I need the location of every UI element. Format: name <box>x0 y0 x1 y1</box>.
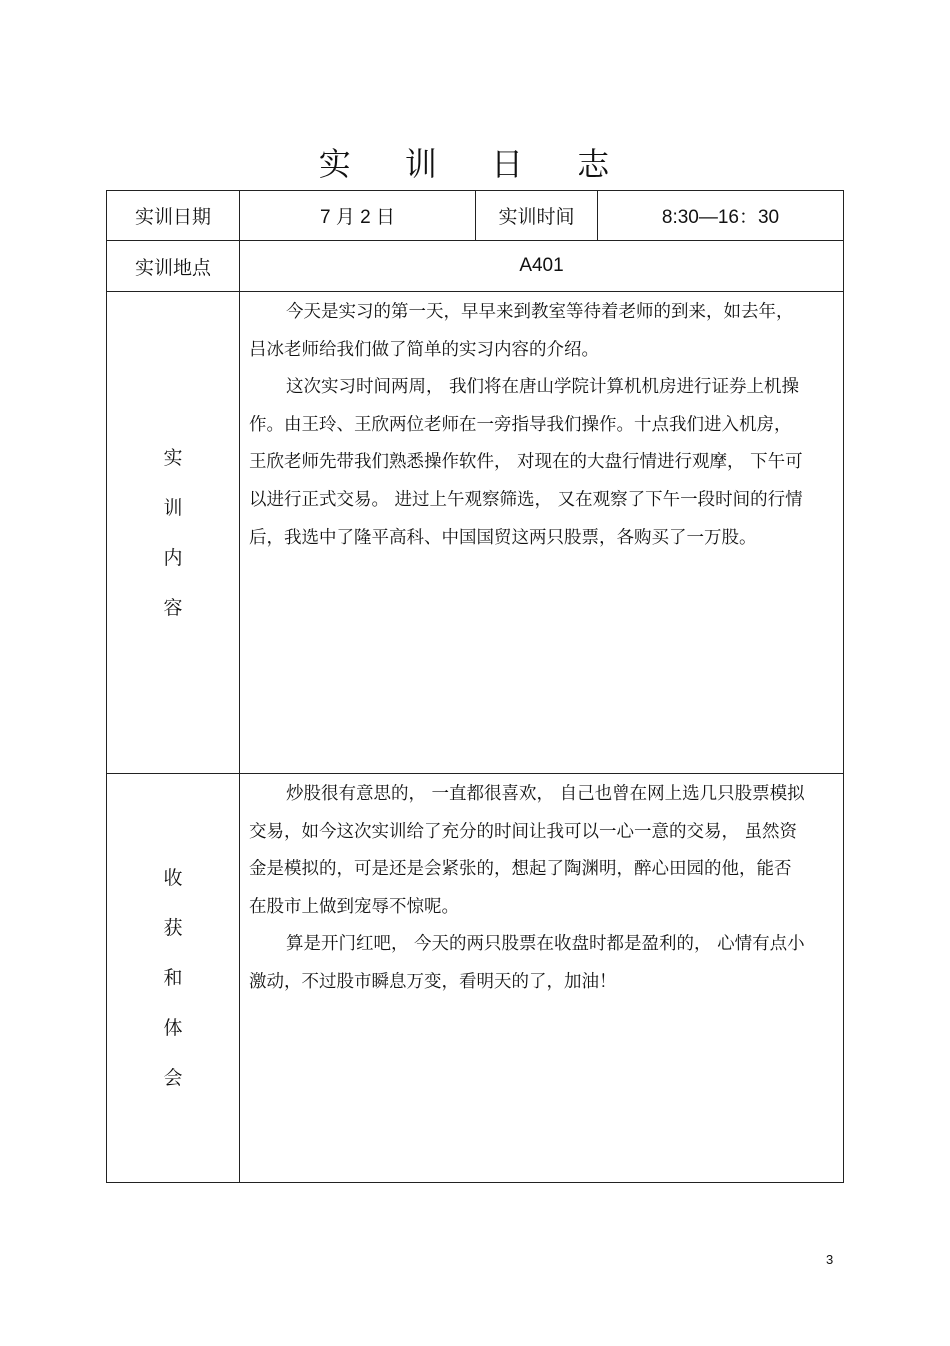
content-label-char: 容 <box>163 596 183 619</box>
content-line: 作。由王玲、王欣两位老师在一旁指导我们操作。十点我们进入机房， <box>249 414 792 435</box>
content-label <box>107 292 240 774</box>
page-number: 3 <box>826 1252 834 1267</box>
gain-line: 交易，如今这次实训给了充分的时间让我可以一心一意的交易， 虽然资 <box>249 821 798 842</box>
content-line: 后，我选中了隆平高科、中国国贸这两只股票，各购买了一万股。 <box>249 527 757 548</box>
content-label-char: 训 <box>163 496 183 519</box>
content-row <box>107 292 844 774</box>
gain-row <box>107 774 844 1183</box>
content-text <box>240 292 844 774</box>
content-line: 王欣老师先带我们熟悉操作软件， 对现在的大盘行情进行观摩， 下午可 <box>249 452 803 473</box>
place-row <box>107 241 844 292</box>
gain-line: 炒股很有意思的， 一直都很喜欢， 自己也曾在网上选几只股票模拟 <box>286 784 805 804</box>
time-value: 8:30—16：30 <box>598 191 844 241</box>
gain-line: 算是开门红吧， 今天的两只股票在收盘时都是盈利的， 心情有点小 <box>286 934 805 955</box>
content-label-char: 内 <box>163 546 183 569</box>
date-label: 实训日期 <box>107 191 240 241</box>
place-value: A401 <box>240 241 844 292</box>
gain-label <box>107 774 240 1183</box>
content-line: 以进行正式交易。 进过上午观察筛选， 又在观察了下午一段时间的行情 <box>249 489 803 510</box>
place-label: 实训地点 <box>107 241 240 292</box>
content-label-char: 实 <box>163 446 183 469</box>
gain-label-char: 会 <box>163 1067 183 1089</box>
gain-label-char: 和 <box>163 967 183 989</box>
gain-label-char: 获 <box>163 917 183 939</box>
gain-line: 金是模拟的，可是还是会紧张的，想起了陶渊明，醉心田园的他，能否 <box>249 859 792 880</box>
document-title: 实 训 日 志 <box>318 145 632 183</box>
time-label: 实训时间 <box>476 191 598 241</box>
date-value: 7 月 2 日 <box>240 191 476 241</box>
date-row <box>107 191 844 241</box>
gain-text <box>240 774 844 1183</box>
training-log-table <box>106 190 844 1183</box>
gain-label-char: 收 <box>163 867 183 889</box>
content-line: 今天是实习的第一天，早早来到教室等待着老师的到来，如去年， <box>286 302 794 322</box>
content-line: 这次实习时间两周， 我们将在唐山学院计算机机房进行证券上机操 <box>286 377 800 398</box>
gain-label-char: 体 <box>163 1017 183 1039</box>
gain-line: 激动，不过股市瞬息万变，看明天的了，加油！ <box>249 971 617 992</box>
content-line: 吕冰老师给我们做了简单的实习内容的介绍。 <box>249 339 599 360</box>
gain-line: 在股市上做到宠辱不惊呢。 <box>249 896 459 917</box>
